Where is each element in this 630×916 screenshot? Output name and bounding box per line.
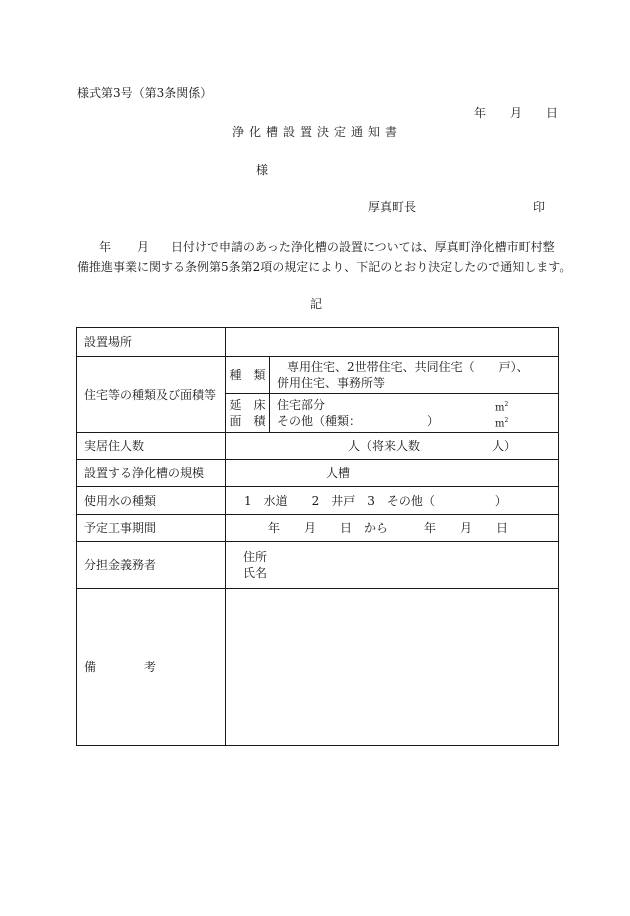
body-line2-text: 備推進事業に関する条例第5条第2項の規定により、下記のとおり決定したので通知します。: [77, 260, 572, 274]
row-location: [77, 328, 559, 357]
period-value: 年 月 日 から 年 月 日: [226, 515, 559, 542]
row-water: [77, 487, 559, 515]
kind-line2: 併用住宅、事務所等: [277, 376, 386, 390]
location-label: 設置場所: [77, 328, 226, 357]
date-line: [474, 104, 558, 121]
area-row1: [277, 397, 551, 413]
row-housing-kind: [77, 357, 559, 394]
row-remarks: [77, 589, 559, 746]
payer-label: 分担金義務者: [77, 542, 226, 589]
area-line1: 住宅部分: [277, 398, 326, 412]
ki-heading: 記: [310, 297, 323, 311]
scale-label: 設置する浄化槽の規模: [77, 460, 226, 487]
kind-value: [270, 357, 559, 394]
notice-table: [76, 327, 559, 746]
payer-name: 氏名: [243, 566, 268, 580]
row-residents: [77, 433, 559, 460]
row-payer: [77, 542, 559, 589]
area-row2: [277, 413, 551, 429]
date-month: 月: [510, 106, 523, 120]
unit-m2-icon: $m^2$: [495, 401, 509, 414]
notice-body: [77, 237, 572, 277]
period-label: 予定工事期間: [77, 515, 226, 542]
kind-label: 種 類: [226, 357, 270, 394]
area-label-2: 面 積: [229, 414, 266, 428]
area-label-1: 延 床: [229, 398, 266, 412]
date-year: 年: [474, 106, 487, 120]
area-line2: その他（種類： ）: [277, 414, 440, 428]
unit-m2-icon: $m^2$: [495, 417, 509, 430]
water-value: 1 水道 2 井戸 3 その他（ ）: [226, 487, 559, 515]
body-line1-text: 日付けで申請のあった浄化槽の設置については、厚真町浄化槽市町村整: [171, 240, 555, 254]
form-number: 様式第3号（第3条関係）: [77, 86, 213, 100]
payer-address: 住所: [243, 550, 268, 564]
payer-value: [226, 542, 559, 589]
area-label: [226, 394, 270, 433]
seal-mark: 印: [533, 200, 546, 214]
row-period: [77, 515, 559, 542]
residents-label: 実居住人数: [77, 433, 226, 460]
date-day: 日: [546, 106, 559, 120]
document-title: 浄化槽設置決定通知書: [232, 125, 403, 139]
scale-value: 人槽: [226, 460, 559, 487]
housing-label: 住宅等の種類及び面積等: [77, 357, 226, 433]
body-year: 年: [99, 240, 112, 254]
remarks-value: [226, 589, 559, 746]
remarks-label: 備 考: [77, 589, 226, 746]
location-value: [226, 328, 559, 357]
row-scale: [77, 460, 559, 487]
kind-line1: 専用住宅、2世帯住宅、共同住宅（ 戸）、: [287, 360, 529, 374]
residents-value: 人（将来人数 人）: [226, 433, 559, 460]
body-month: 月: [137, 240, 150, 254]
water-label: 使用水の種類: [77, 487, 226, 515]
area-value: [270, 394, 559, 433]
addressee-suffix: 様: [256, 163, 269, 177]
issuer-name: 厚真町長: [368, 200, 417, 214]
